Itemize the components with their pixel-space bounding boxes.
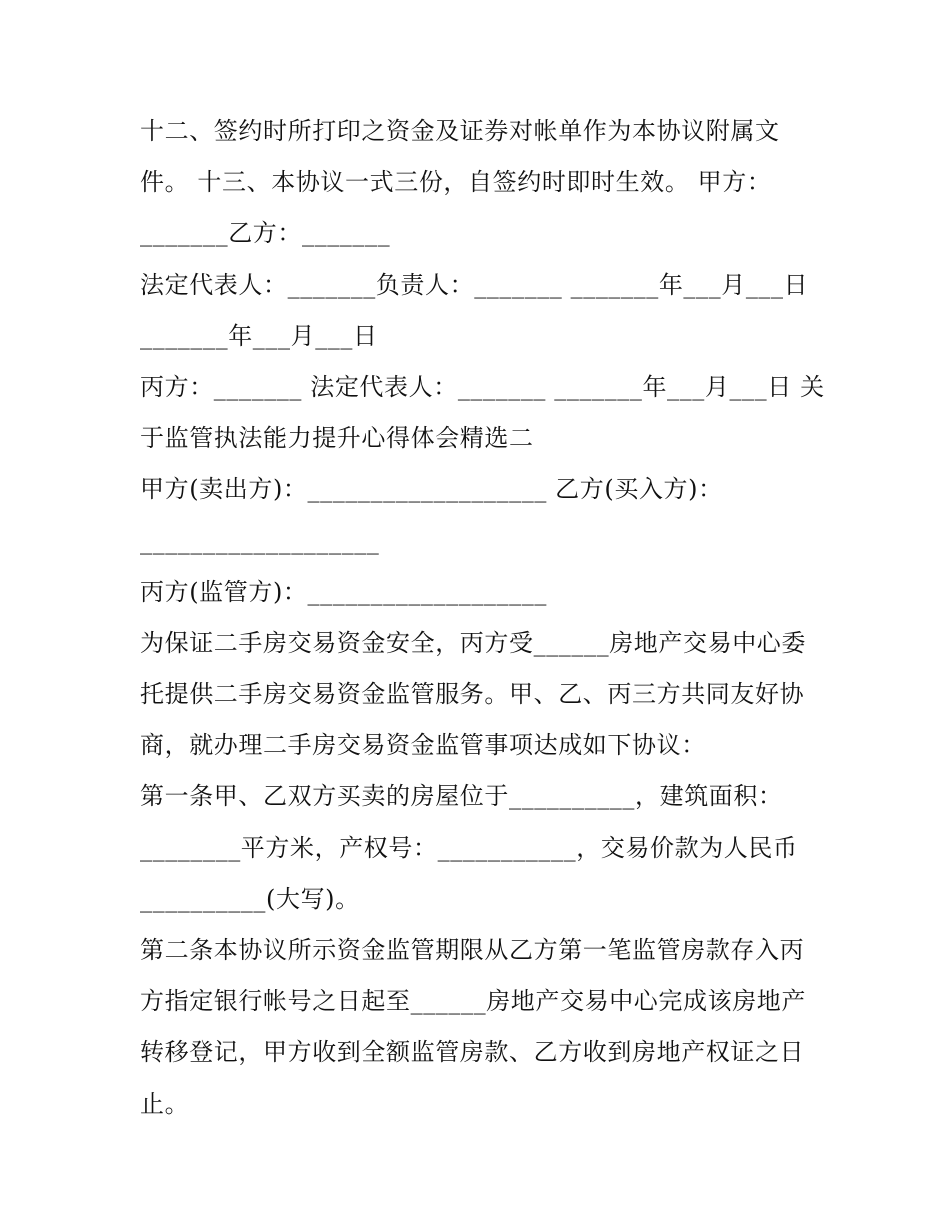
text-line: 丙方(监管方)：___________________: [140, 577, 547, 606]
text-line: 止。: [140, 1089, 190, 1118]
text-line: 法定代表人：_______负责人：_______ _______年___月___日: [140, 270, 809, 299]
text-line: 方指定银行帐号之日起至______房地产交易中心完成该房地产: [140, 987, 806, 1016]
text-line: 第一条甲、乙双方买卖的房屋位于__________，建筑面积：: [140, 782, 783, 811]
text-line: 丙方：_______ 法定代表人：_______ _______年___月___日 关: [140, 372, 825, 401]
text-line: 转移登记，甲方收到全额监管房款、乙方收到房地产权证之日: [140, 1038, 805, 1067]
text-line: 件。 十三、本协议一式三份，自签约时即时生效。 甲方：: [140, 168, 772, 197]
text-line: 第二条本协议所示资金监管期限从乙方第一笔监管房款存入丙: [140, 936, 805, 964]
text-line: __________(大写)。: [140, 884, 360, 913]
text-line: 托提供二手房交易资金监管服务。甲、乙、丙三方共同友好协: [140, 680, 805, 709]
text-line: 十二、签约时所打印之资金及证券对帐单作为本协议附属文: [140, 117, 780, 145]
text-line: _______乙方：_______: [140, 219, 391, 248]
text-line: 为保证二手房交易资金安全，丙方受______房地产交易中心委: [140, 628, 806, 657]
text-line: 商，就办理二手房交易资金监管事项达成如下协议：: [140, 731, 706, 760]
document-body: [140, 106, 825, 1130]
text-line: 于监管执法能力提升心得体会精选二: [140, 424, 534, 453]
text-line: ___________________: [140, 526, 380, 555]
text-line: _______年___月___日: [140, 321, 378, 350]
text-line: 甲方(卖出方)：___________________ 乙方(买入方)：: [140, 475, 723, 504]
text-line: ________平方米，产权号：___________，交易价款为人民币: [140, 833, 798, 862]
